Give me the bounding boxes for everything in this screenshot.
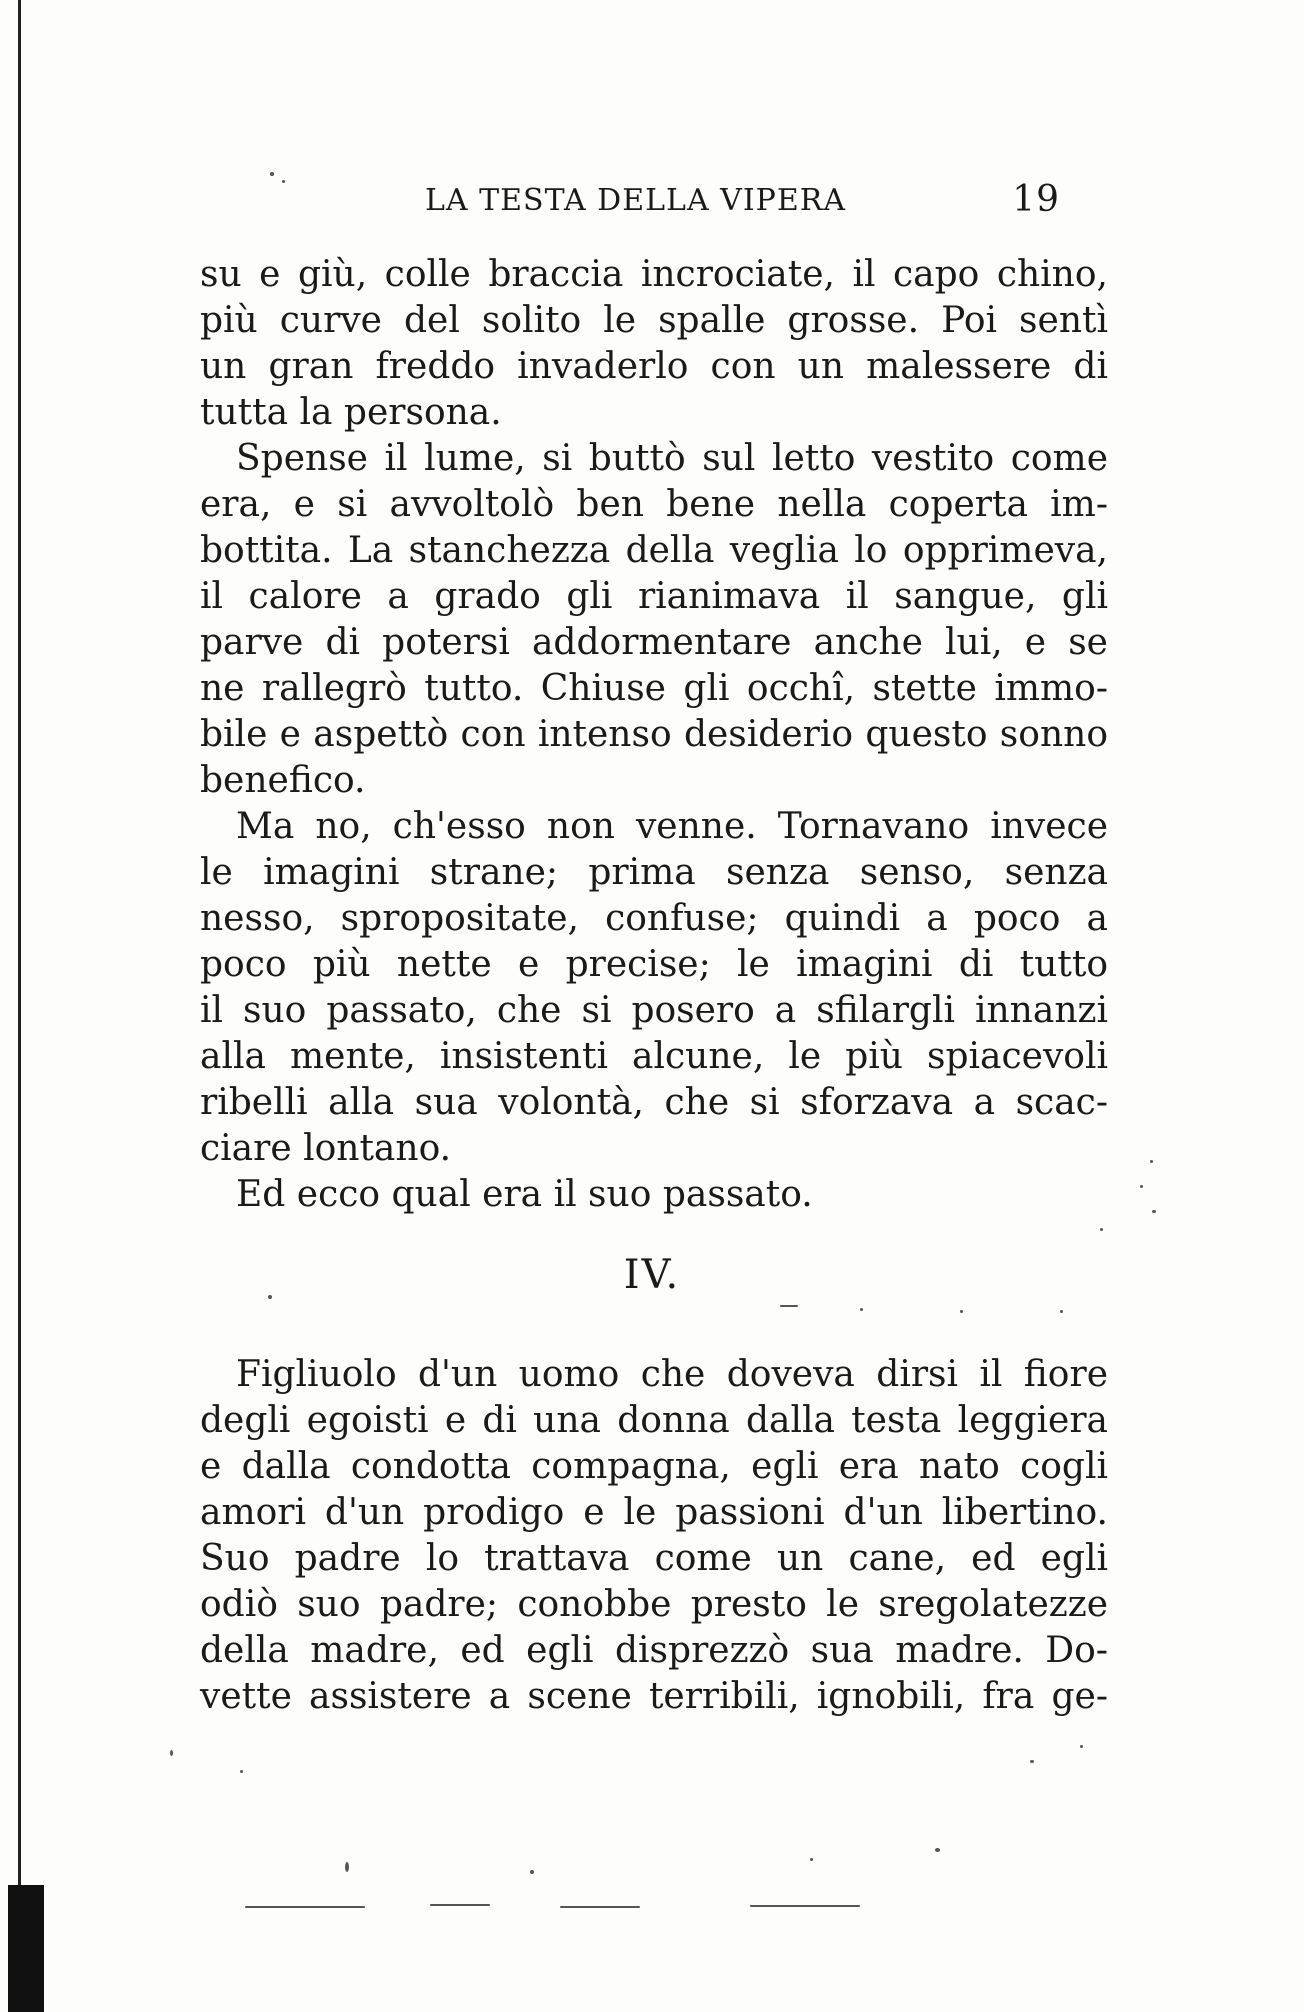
page-number: 19 <box>1012 179 1060 220</box>
text-block-2 <box>200 1352 1108 1720</box>
text-line: il calore a grado gli rianimava il sangue, gli <box>200 576 1108 617</box>
text-line: ribelli alla sua volontà, che si sforzava a scac- <box>200 1082 1108 1123</box>
text-line: benefico. <box>200 760 366 801</box>
page-edge-line <box>18 0 21 2012</box>
text-line: nesso, spropositate, confuse; quindi a poco a <box>200 898 1108 939</box>
text-line: più curve del solito le spalle grosse. Poi sentì <box>200 300 1108 341</box>
text-line: Ed ecco qual era il suo passato. <box>236 1174 813 1215</box>
text-line: alla mente, insistenti alcune, le più spiacevoli <box>200 1036 1108 1077</box>
text-line: della madre, ed egli disprezzò sua madre. Do- <box>200 1630 1108 1671</box>
text-line: ciare lontano. <box>200 1128 452 1169</box>
text-line: Spense il lume, si buttò sul letto vestito come <box>236 438 1108 479</box>
text-line: tutta la persona. <box>200 392 502 433</box>
text-line: vette assistere a scene terribili, ignobili, fra ge- <box>200 1676 1108 1717</box>
page-header <box>200 179 1060 223</box>
text-line: amori d'un prodigo e le passioni d'un libertino. <box>200 1492 1108 1533</box>
text-line: un gran freddo invaderlo con un malessere di <box>200 346 1108 387</box>
text-line: le imagini strane; prima senza senso, senza <box>200 852 1108 893</box>
text-line: su e giù, colle braccia incrociate, il capo chino, <box>200 254 1108 295</box>
text-line: poco più nette e precise; le imagini di tutto <box>200 944 1108 985</box>
text-line: era, e si avvoltolò ben bene nella coperta im- <box>200 484 1108 525</box>
text-line: bile e aspettò con intenso desiderio questo sonno <box>200 714 1108 755</box>
text-line: Suo padre lo trattava come un cane, ed egli <box>200 1538 1108 1579</box>
text-line: odiò suo padre; conobbe presto le sregolatezze <box>200 1584 1108 1625</box>
text-line: degli egoisti e di una donna dalla testa leggiera <box>200 1400 1108 1441</box>
text-line: ne rallegrò tutto. Chiuse gli occhî, stette immo- <box>200 668 1108 709</box>
text-block-1 <box>200 252 1108 1218</box>
running-title: LA TESTA DELLA VIPERA <box>425 183 847 218</box>
binding-shadow <box>8 1885 44 2012</box>
text-line: bottita. La stanchezza della veglia lo opprimeva, <box>200 530 1108 571</box>
text-line: Ma no, ch'esso non venne. Tornavano invece <box>236 806 1108 847</box>
chapter-heading: IV. <box>623 1252 681 1298</box>
text-line: Figliuolo d'un uomo che doveva dirsi il fiore <box>236 1354 1108 1395</box>
text-line: parve di potersi addormentare anche lui, e se <box>200 622 1108 663</box>
text-line: e dalla condotta compagna, egli era nato cogli <box>200 1446 1108 1487</box>
text-line: il suo passato, che si posero a sfilargli innanzi <box>200 990 1108 1031</box>
